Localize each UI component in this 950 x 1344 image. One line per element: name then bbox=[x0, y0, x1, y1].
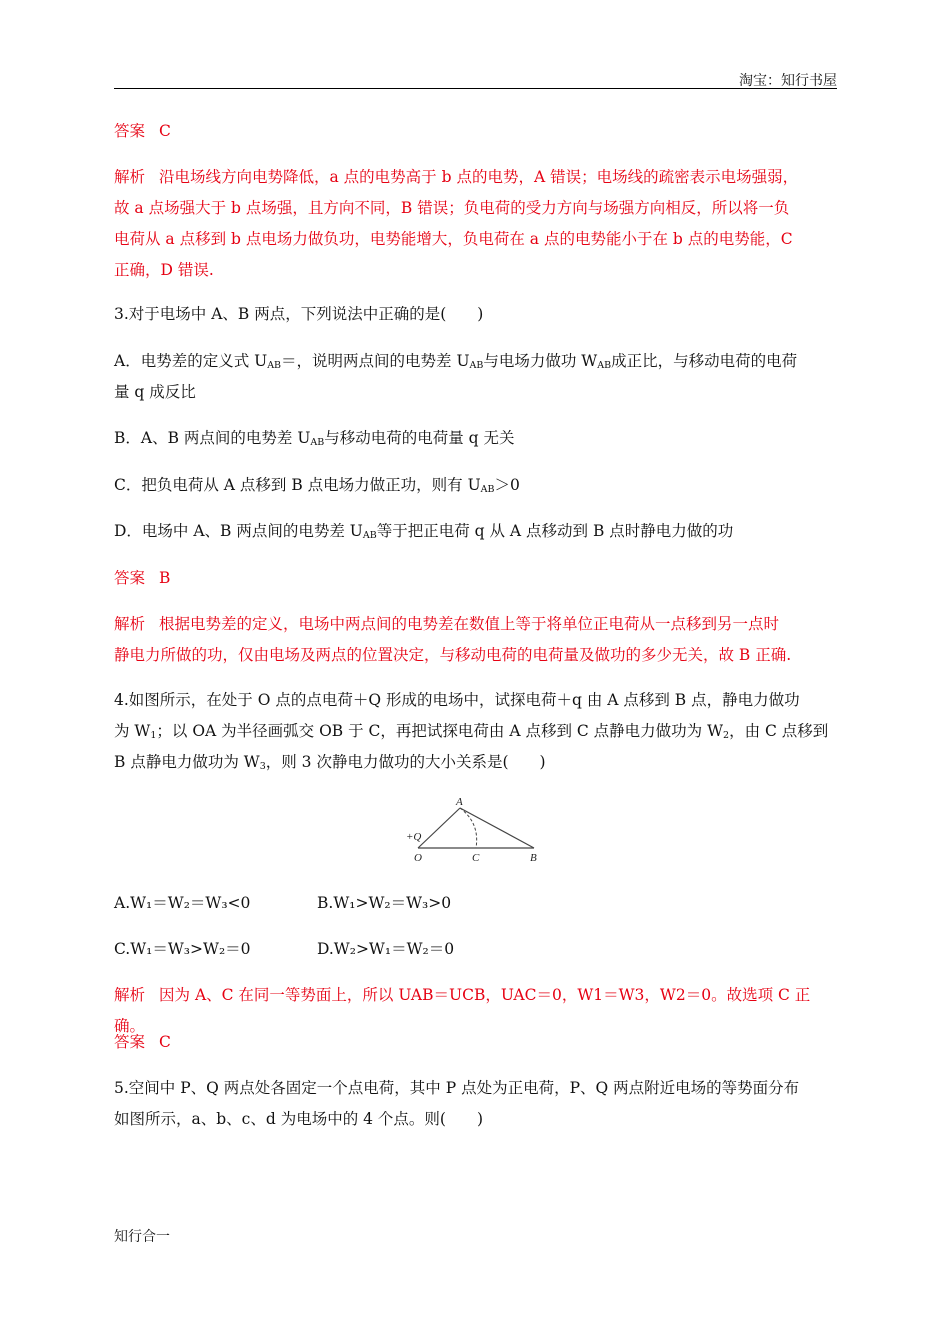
q3-option-c: C．把负电荷从 A 点移到 B 点电场力做正功，则有 $U_{AB}>0$ bbox=[114, 476, 520, 495]
line-ab bbox=[460, 808, 534, 848]
q3-analysis: 解析 根据电势差的定义，电场中两点间的电势差在数值上等于将单位正电荷从一点移到另一点时 静电力所做的功，仅由电场及两点的位置决定，与移动电荷的电荷量及做功的多少无关，故 B 正确. bbox=[114, 615, 792, 664]
label-q: +Q bbox=[406, 831, 422, 843]
q3-stem: 3.对于电场中 A、B 两点，下列说法中正确的是( ) bbox=[114, 305, 484, 323]
q4-options-row-1 bbox=[114, 888, 838, 919]
line-oa bbox=[418, 808, 460, 848]
q3-answer: 答案 B bbox=[114, 569, 171, 587]
q4-option-b: B.W₁>W₂＝W₃>0 bbox=[317, 894, 452, 912]
q4-option-d: D.W₂>W₁＝W₂＝0 bbox=[317, 940, 455, 958]
q3-option-d: D．电场中 A、B 两点间的电势差 $U_{AB}$等于把正电荷 q 从 A 点移动到 B 点时静电力做的功 bbox=[114, 522, 734, 541]
q4-stem: 4.如图所示，在处于 O 点的点电荷＋Q 形成的电场中，试探电荷＋q 由 A 点移到 B 点，静电力做功 为 $W_1$；以 OA 为半径画弧交 OB 于 C，再把试探电荷由 A 点移到 C 点静电力做功为 $W_2$，由 C 点移到 B 点静电力做功为 $W_3$，则 3 次静电力做功的大小关系是( ) bbox=[114, 691, 829, 772]
q4-analysis: 解析 因为 A、C 在同一等势面上，所以 UAB＝UCB，UAC＝0，W1＝W3，W2＝0。故选项 C 正确。 bbox=[114, 986, 811, 1035]
label-a: A bbox=[456, 796, 463, 808]
q4-answer: 答案 C bbox=[114, 1033, 171, 1051]
q4-triangle-figure bbox=[404, 795, 554, 871]
q2-block bbox=[114, 116, 838, 147]
q3-option-b: B．A、B 两点间的电势差 $U_{AB}$与移动电荷的电荷量 q 无关 bbox=[114, 429, 515, 448]
q2-analysis: 解析 沿电场线方向电势降低，a 点的电势高于 b 点的电势，A 错误；电场线的疏密表示电场强弱， 故 a 点场强大于 b 点场强，且方向不同，B 错误；负电荷的受力方向与场强方向相反，所以将一负 电荷从 a 点移到 b 点电场力做负功，电势能增大，负电荷在 a 点的电势能小于在 b 点的电势能，C 正确，D 错误. bbox=[114, 168, 799, 279]
q4-figure-svg bbox=[404, 795, 554, 867]
label-c: C bbox=[472, 852, 480, 864]
q4-option-a: A.W₁＝W₂＝W₃<0 bbox=[114, 894, 251, 912]
q2-answer: 答案 C bbox=[114, 122, 171, 140]
q4-options-row-2 bbox=[114, 934, 838, 965]
label-o: O bbox=[414, 852, 422, 864]
q3-option-a: A．电势差的定义式 $U_{AB}=$，说明两点间的电势差 $U_{AB}$与电场力做功 $W_{AB}$成正比，与移动电荷的电荷 量 q 成反比 bbox=[114, 352, 798, 401]
footer-text: 知行合一 bbox=[114, 1229, 170, 1245]
q5-stem: 5.空间中 P、Q 两点处各固定一个点电荷，其中 P 点处为正电荷，P、Q 两点附近电场的等势面分布 如图所示，a、b、c、d 为电场中的 4 个点。则( ) bbox=[114, 1079, 800, 1128]
q4-option-c: C.W₁＝W₃>W₂＝0 bbox=[114, 940, 251, 958]
label-b: B bbox=[530, 852, 537, 864]
arc-ac bbox=[460, 808, 477, 848]
header-divider bbox=[114, 88, 837, 89]
header-shop-name: 淘宝：知行书屋 bbox=[739, 73, 837, 89]
